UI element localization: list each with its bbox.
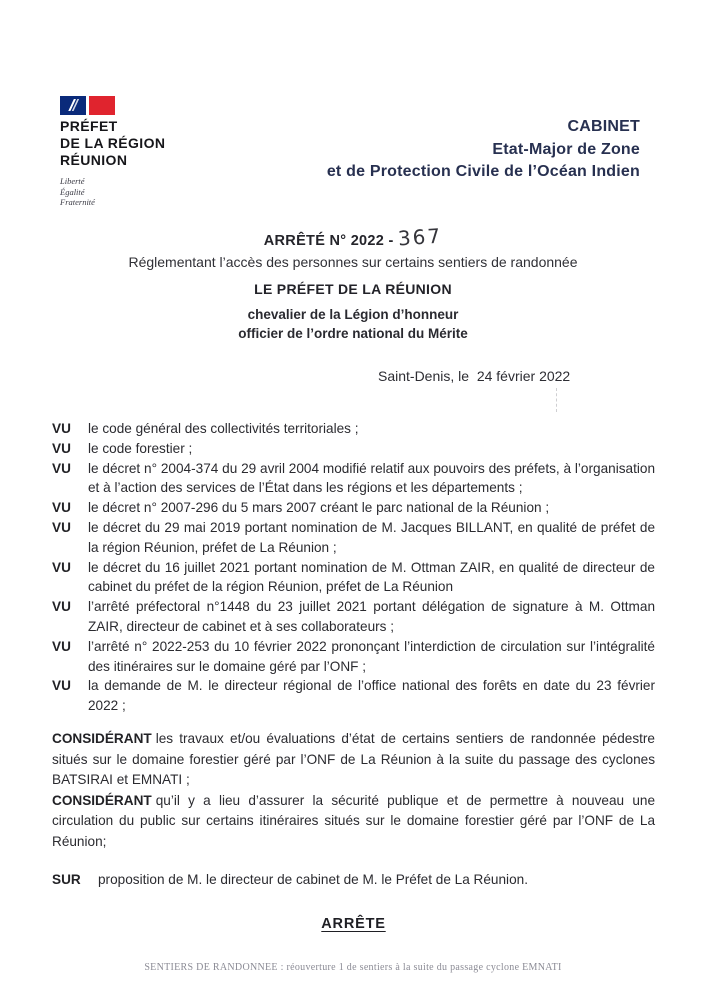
honor-title-2: officier de l’ordre national du Mérite: [238, 325, 468, 341]
sur-text: proposition de M. le directeur de cabinet de M. le Préfet de La Réunion.: [98, 871, 528, 887]
sur-label: SUR: [52, 871, 81, 887]
vu-text: le code général des collectivités territoriales ;: [88, 421, 359, 436]
logo-line-1: PRÉFET: [60, 118, 118, 134]
document-body: [52, 419, 655, 932]
vu-label: VU: [52, 519, 71, 535]
vu-text: l’arrêté n° 2022-253 du 10 février 2022 prononçant l’interdiction de circulation sur l’intégralité des itinéraires sur le domaine géré par l’ONF ;: [88, 638, 655, 674]
vu-label: VU: [52, 500, 71, 516]
french-flag-icon: [60, 96, 165, 115]
scan-artifact-mark: [556, 388, 557, 412]
vu-item: [52, 558, 655, 598]
vu-item: [52, 459, 655, 499]
header-line-etat-major: Etat-Major de Zone: [492, 140, 640, 158]
honor-title-1: chevalier de la Légion d’honneur: [247, 307, 459, 322]
vu-text: le code forestier ;: [88, 440, 193, 456]
vu-label: VU: [52, 421, 71, 436]
footer-subject-line: SENTIERS DE RANDONNEE : réouverture 1 de sentiers à la suite du passage cyclone EMNATI: [144, 962, 562, 973]
title-block: [0, 223, 706, 270]
considerant-text: les travaux et/ou évaluations d’état de certains sentiers de randonnée pédestre situés sur le domaine forestier géré par l’ONF de La Réunion à la suite du passage des cyclones BATSIRAI et EMNATI ;: [52, 730, 655, 788]
prefect-title: LE PRÉFET DE LA RÉUNION: [254, 281, 452, 297]
sur-line: [52, 870, 655, 890]
vu-text: le décret du 16 juillet 2021 portant nomination de M. Ottman ZAIR, en qualité de directeur de cabinet du préfet de la région Réunion, préfet de La Réunion: [88, 559, 655, 595]
prefecture-logo: [60, 96, 165, 208]
arrete-heading-wrap: [52, 916, 655, 932]
republic-motto: [60, 176, 165, 208]
vu-item: [52, 597, 655, 637]
considerant-label: CONSIDÉRANT: [52, 792, 152, 808]
cabinet-header: [327, 116, 640, 184]
considerant-section: [52, 729, 655, 853]
motto-fraternite: Fraternité: [60, 197, 95, 207]
considerant-text: qu’il y a lieu d’assurer la sécurité publique et de permettre à nouveau une circulation du public sur certains itinéraires situés sur le domaine forestier géré par l’ONF de La Réunion;: [52, 792, 655, 849]
vu-item: [52, 439, 655, 459]
arrete-number-printed: ARRÊTÉ N° 2022 -: [263, 233, 394, 249]
motto-liberte: Liberté: [60, 176, 85, 186]
vu-item: [52, 637, 655, 677]
vu-text: la demande de M. le directeur régional de l’office national des forêts en date du 23 février 2022 ;: [88, 678, 655, 714]
vu-label: VU: [52, 599, 71, 615]
considerant-paragraph: [52, 791, 655, 853]
authority-block: [0, 281, 706, 343]
header-line-cabinet: CABINET: [567, 118, 640, 135]
vu-text: le décret n° 2007-296 du 5 mars 2007 créant le parc national de la Réunion ;: [88, 500, 550, 516]
vu-text: le décret n° 2004-374 du 29 avril 2004 modifié relatif aux pouvoirs des préfets, à l’organisation et à l’action des services de l’État dans les régions et les départements ;: [88, 460, 655, 496]
considerant-label: CONSIDÉRANT: [52, 730, 152, 746]
flag-blue-block: [60, 96, 86, 115]
vu-text: l’arrêté préfectoral n°1448 du 23 juillet 2021 portant délégation de signature à M. Ottman ZAIR, directeur de cabinet et à ses collaborateurs ;: [88, 599, 655, 634]
vu-item: [52, 419, 655, 439]
vu-item: [52, 498, 655, 518]
considerant-paragraph: [52, 729, 655, 791]
vu-label: VU: [52, 678, 71, 694]
arrete-number-line: [0, 223, 706, 251]
arrete-number-handwritten: 367: [397, 223, 443, 251]
arrete-heading: ARRÊTE: [321, 915, 386, 932]
vu-label: VU: [52, 638, 71, 654]
logo-line-3: RÉUNION: [60, 152, 128, 168]
logo-line-2: DE LA RÉGION: [60, 135, 166, 151]
vu-item: [52, 518, 655, 558]
vu-label: VU: [52, 460, 71, 476]
vu-text: le décret du 29 mai 2019 portant nomination de M. Jacques BILLANT, en qualité de préfet de la région Réunion, préfet de La Réunion ;: [88, 519, 655, 555]
vu-label: VU: [52, 559, 71, 575]
motto-egalite: Égalité: [60, 186, 85, 197]
vu-label: VU: [52, 440, 71, 456]
vu-item: [52, 676, 655, 716]
arrete-subtitle: Réglementant l’accès des personnes sur certains sentiers de randonnée: [128, 254, 578, 270]
dateline: Saint-Denis, le 24 février 2022: [378, 368, 571, 384]
vu-list: [52, 419, 655, 716]
header-line-protection-civile: et de Protection Civile de l’Océan Indien: [326, 163, 640, 180]
flag-red-block: [89, 96, 115, 115]
